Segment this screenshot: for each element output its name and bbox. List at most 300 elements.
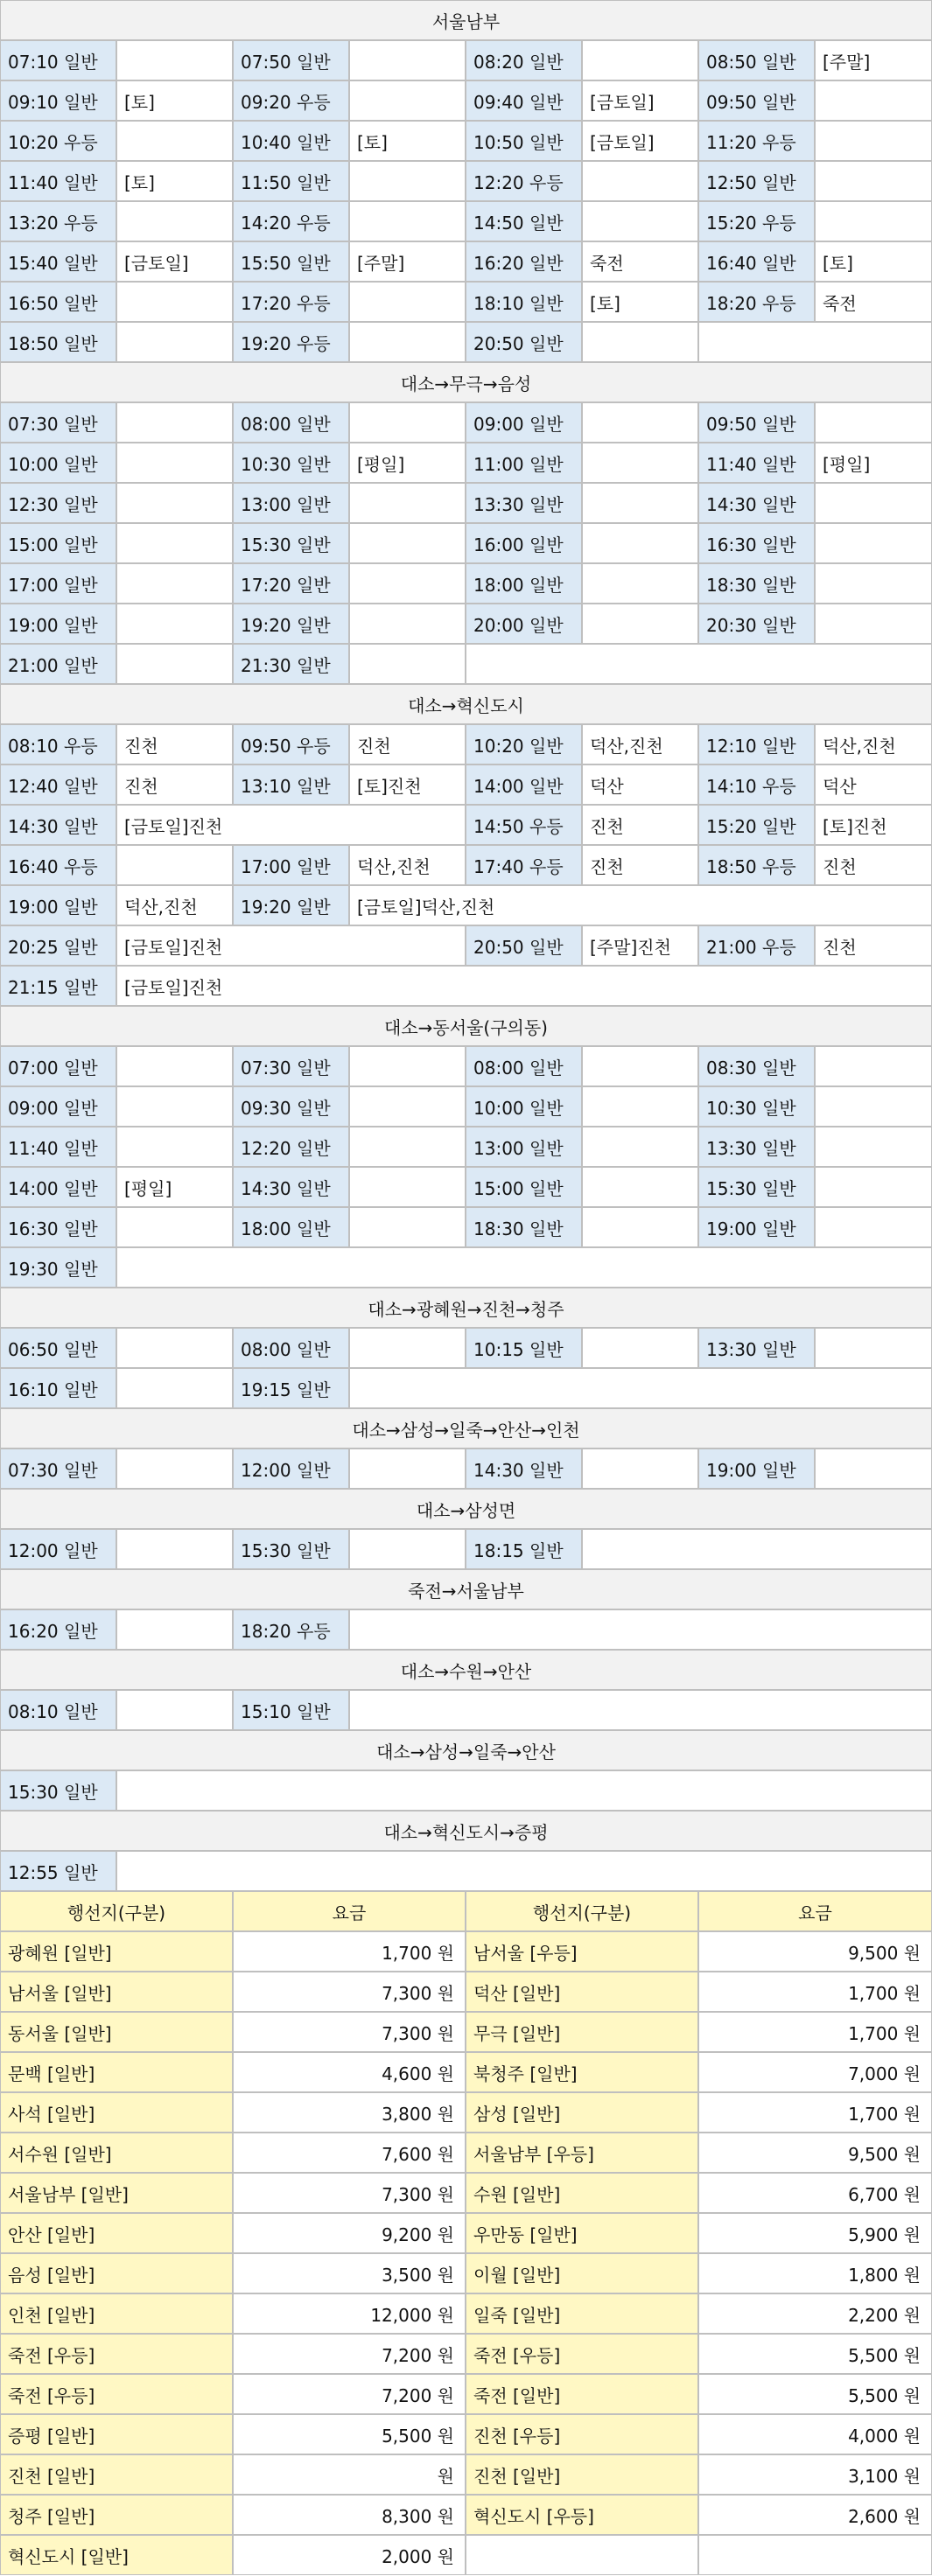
- route-note: [349, 402, 466, 443]
- departure-time: 10:30 일반: [233, 443, 349, 483]
- route-note: 진천: [815, 925, 932, 966]
- route-note: [116, 1770, 932, 1811]
- route-note: [349, 80, 466, 121]
- route-note: [349, 282, 466, 322]
- route-note: [582, 1328, 698, 1368]
- schedule-row: [0, 523, 932, 563]
- route-note: [349, 1046, 466, 1086]
- departure-time: 18:50 우등: [698, 845, 815, 885]
- route-note: [349, 1529, 466, 1569]
- departure-time: 07:30 일반: [0, 1449, 116, 1489]
- departure-time: 07:30 일반: [233, 1046, 349, 1086]
- route-note: [815, 563, 932, 604]
- departure-time: 15:10 일반: [233, 1690, 349, 1730]
- departure-time: 16:20 일반: [0, 1609, 116, 1650]
- departure-time: 15:00 일반: [0, 523, 116, 563]
- departure-time: 09:00 일반: [0, 1086, 116, 1127]
- schedule-row: [0, 885, 932, 925]
- departure-time: 11:40 일반: [0, 161, 116, 201]
- route-note: 진천: [582, 805, 698, 845]
- fare-table-header: [0, 1891, 932, 1931]
- departure-time: 18:30 일반: [698, 563, 815, 604]
- departure-time: 19:20 일반: [233, 604, 349, 644]
- departure-time: 14:00 일반: [466, 764, 582, 805]
- departure-time: 09:30 일반: [233, 1086, 349, 1127]
- fare-price: 9,500 원: [698, 1931, 932, 1972]
- route-note: [582, 604, 698, 644]
- route-note: [토]: [349, 121, 466, 161]
- fare-price: 1,700 원: [698, 2092, 932, 2133]
- route-note: [582, 1529, 932, 1569]
- fare-destination: 사석 [일반]: [0, 2092, 233, 2133]
- departure-time: 12:20 우등: [466, 161, 582, 201]
- departure-time: 13:30 일반: [698, 1127, 815, 1167]
- fare-price: 5,500 원: [698, 2374, 932, 2414]
- route-note: [815, 1127, 932, 1167]
- route-note: [582, 1127, 698, 1167]
- departure-time: 07:00 일반: [0, 1046, 116, 1086]
- route-note: 진천: [116, 764, 233, 805]
- route-note: [토]: [815, 241, 932, 282]
- departure-time: 16:40 일반: [698, 241, 815, 282]
- departure-time: 12:00 일반: [233, 1449, 349, 1489]
- section-title: 대소→삼성→일죽→안산: [0, 1730, 932, 1770]
- fare-destination: [466, 2535, 698, 2575]
- fare-destination: 진천 [우등]: [466, 2414, 698, 2454]
- route-note: [토]진천: [349, 764, 466, 805]
- schedule-row: [0, 80, 932, 121]
- route-note: [116, 1046, 233, 1086]
- fare-price: 7,000 원: [698, 2052, 932, 2092]
- fare-price: 2,600 원: [698, 2495, 932, 2535]
- route-note: [815, 483, 932, 523]
- fare-row: [0, 2052, 932, 2092]
- route-note: [349, 604, 466, 644]
- route-note: [815, 80, 932, 121]
- schedule-row: [0, 644, 932, 684]
- schedule-row: [0, 1529, 932, 1569]
- fare-price: 2,200 원: [698, 2293, 932, 2334]
- section-title: 서울남부: [0, 0, 932, 40]
- departure-time: 10:20 일반: [466, 724, 582, 764]
- fare-destination: 청주 [일반]: [0, 2495, 233, 2535]
- departure-time: 21:00 일반: [0, 644, 116, 684]
- route-note: [349, 1368, 932, 1408]
- fare-price: 3,100 원: [698, 2454, 932, 2495]
- route-note: [582, 201, 698, 241]
- departure-time: 08:00 일반: [233, 402, 349, 443]
- departure-time: 21:30 일반: [233, 644, 349, 684]
- departure-time: 14:10 우등: [698, 764, 815, 805]
- fare-destination: 죽전 [우등]: [0, 2334, 233, 2374]
- departure-time: 13:30 일반: [466, 483, 582, 523]
- fare-row: [0, 2092, 932, 2133]
- fare-row: [0, 2253, 932, 2293]
- fare-destination: 서울남부 [우등]: [466, 2133, 698, 2173]
- fare-price: 9,200 원: [233, 2213, 466, 2253]
- route-note: [582, 161, 698, 201]
- route-note: [116, 40, 233, 80]
- route-note: 진천: [582, 845, 698, 885]
- fare-destination: 북청주 [일반]: [466, 2052, 698, 2092]
- fare-price: 7,600 원: [233, 2133, 466, 2173]
- departure-time: 09:20 우등: [233, 80, 349, 121]
- route-note: 덕산: [582, 764, 698, 805]
- fare-price: 1,800 원: [698, 2253, 932, 2293]
- route-note: [582, 1449, 698, 1489]
- schedule-row: [0, 1086, 932, 1127]
- schedule-row: [0, 604, 932, 644]
- fare-destination: 남서울 [일반]: [0, 1972, 233, 2012]
- fare-price: [698, 2535, 932, 2575]
- departure-time: 14:30 일반: [233, 1167, 349, 1207]
- departure-time: 08:10 우등: [0, 724, 116, 764]
- route-note: 진천: [116, 724, 233, 764]
- route-note: [815, 161, 932, 201]
- fare-price: 7,300 원: [233, 1972, 466, 2012]
- departure-time: 17:40 우등: [466, 845, 582, 885]
- route-note: [582, 1086, 698, 1127]
- departure-time: 18:20 우등: [698, 282, 815, 322]
- route-note: [금토일]진천: [116, 805, 466, 845]
- departure-time: 09:50 우등: [233, 724, 349, 764]
- fare-destination: 진천 [일반]: [0, 2454, 233, 2495]
- fare-row: [0, 2495, 932, 2535]
- departure-time: 20:25 일반: [0, 925, 116, 966]
- route-note: [116, 322, 233, 362]
- departure-time: 10:20 우등: [0, 121, 116, 161]
- route-note: [582, 402, 698, 443]
- departure-time: 14:50 우등: [466, 805, 582, 845]
- empty-cell: [466, 644, 932, 684]
- route-note: [349, 1167, 466, 1207]
- route-note: [582, 483, 698, 523]
- departure-time: 19:20 일반: [233, 885, 349, 925]
- route-note: [815, 523, 932, 563]
- fare-destination-header: 행선지(구분): [0, 1891, 233, 1931]
- route-note: [토]: [116, 161, 233, 201]
- route-note: 죽전: [815, 282, 932, 322]
- schedule-row: [0, 1328, 932, 1368]
- fare-row: [0, 2173, 932, 2213]
- fare-destination: 안산 [일반]: [0, 2213, 233, 2253]
- departure-time: 17:20 일반: [233, 563, 349, 604]
- departure-time: 16:20 일반: [466, 241, 582, 282]
- fare-destination: 광혜원 [일반]: [0, 1931, 233, 1972]
- departure-time: 19:00 일반: [698, 1449, 815, 1489]
- fare-destination: 덕산 [일반]: [466, 1972, 698, 2012]
- schedule-row: [0, 322, 932, 362]
- schedule-row: [0, 966, 932, 1006]
- route-note: [116, 483, 233, 523]
- route-note: [815, 1207, 932, 1247]
- schedule-row: [0, 241, 932, 282]
- schedule-row: [0, 121, 932, 161]
- route-note: [116, 201, 233, 241]
- route-note: [116, 1127, 233, 1167]
- fare-price: 7,300 원: [233, 2173, 466, 2213]
- route-note: 죽전: [582, 241, 698, 282]
- section-title: 대소→동서울(구의동): [0, 1006, 932, 1046]
- route-note: [582, 322, 698, 362]
- fare-destination: 죽전 [우등]: [466, 2334, 698, 2374]
- fare-destination-header: 행선지(구분): [466, 1891, 698, 1931]
- route-note: [116, 1086, 233, 1127]
- schedule-row: [0, 1690, 932, 1730]
- departure-time: 09:10 일반: [0, 80, 116, 121]
- route-note: [349, 1449, 466, 1489]
- schedule-row: [0, 1207, 932, 1247]
- fare-price: 3,500 원: [233, 2253, 466, 2293]
- fare-row: [0, 2293, 932, 2334]
- departure-time: 07:10 일반: [0, 40, 116, 80]
- departure-time: 10:15 일반: [466, 1328, 582, 1368]
- route-note: [토]: [116, 80, 233, 121]
- departure-time: 13:00 일반: [233, 483, 349, 523]
- route-note: [349, 523, 466, 563]
- departure-time: 08:00 일반: [233, 1328, 349, 1368]
- departure-time: 19:30 일반: [0, 1247, 116, 1288]
- route-note: [116, 1449, 233, 1489]
- departure-time: 12:30 일반: [0, 483, 116, 523]
- fare-price: 4,000 원: [698, 2414, 932, 2454]
- fare-destination: 삼성 [일반]: [466, 2092, 698, 2133]
- route-note: [116, 1207, 233, 1247]
- route-note: [349, 1086, 466, 1127]
- schedule-row: [0, 764, 932, 805]
- route-note: [116, 1247, 932, 1288]
- departure-time: 11:40 일반: [698, 443, 815, 483]
- departure-time: 14:50 일반: [466, 201, 582, 241]
- departure-time: 19:20 우등: [233, 322, 349, 362]
- route-note: [349, 1207, 466, 1247]
- schedule-row: [0, 805, 932, 845]
- route-note: 진천: [815, 845, 932, 885]
- departure-time: 08:10 일반: [0, 1690, 116, 1730]
- route-note: [116, 1529, 233, 1569]
- fare-price: 5,500 원: [233, 2414, 466, 2454]
- fare-destination: 혁신도시 [일반]: [0, 2535, 233, 2575]
- route-note: [349, 483, 466, 523]
- departure-time: 15:30 일반: [698, 1167, 815, 1207]
- departure-time: 08:50 일반: [698, 40, 815, 80]
- route-note: [116, 1368, 233, 1408]
- fare-row: [0, 2133, 932, 2173]
- fare-row: [0, 1972, 932, 2012]
- departure-time: 07:30 일반: [0, 402, 116, 443]
- fare-destination: 이월 [일반]: [466, 2253, 698, 2293]
- schedule-row: [0, 563, 932, 604]
- fare-row: [0, 2454, 932, 2495]
- route-note: [349, 1609, 932, 1650]
- departure-time: 10:30 일반: [698, 1086, 815, 1127]
- departure-time: 15:30 일반: [0, 1770, 116, 1811]
- departure-time: 20:50 일반: [466, 925, 582, 966]
- route-note: [116, 604, 233, 644]
- section-title: 대소→혁신도시→증평: [0, 1811, 932, 1851]
- fare-price: 7,200 원: [233, 2334, 466, 2374]
- route-note: [349, 201, 466, 241]
- fare-price: 2,000 원: [233, 2535, 466, 2575]
- departure-time: 21:15 일반: [0, 966, 116, 1006]
- schedule-row: [0, 161, 932, 201]
- section-title: 대소→삼성면: [0, 1489, 932, 1529]
- fare-price-header: 요금: [698, 1891, 932, 1931]
- schedule-row: [0, 845, 932, 885]
- fare-destination: 우만동 [일반]: [466, 2213, 698, 2253]
- route-note: [평일]: [815, 443, 932, 483]
- route-note: [582, 443, 698, 483]
- fare-price: 6,700 원: [698, 2173, 932, 2213]
- route-note: [평일]: [349, 443, 466, 483]
- fare-destination: 인천 [일반]: [0, 2293, 233, 2334]
- fare-price: 12,000 원: [233, 2293, 466, 2334]
- departure-time: 18:15 일반: [466, 1529, 582, 1569]
- route-note: [349, 40, 466, 80]
- route-note: [582, 563, 698, 604]
- route-note: [349, 322, 466, 362]
- fare-destination: 무극 [일반]: [466, 2012, 698, 2052]
- route-note: [815, 121, 932, 161]
- section-title: 대소→혁신도시: [0, 684, 932, 724]
- departure-time: 14:00 일반: [0, 1167, 116, 1207]
- fare-destination: 죽전 [우등]: [0, 2374, 233, 2414]
- route-note: [116, 523, 233, 563]
- departure-time: 15:20 일반: [698, 805, 815, 845]
- route-note: [116, 402, 233, 443]
- schedule-row: [0, 443, 932, 483]
- fare-destination: 혁신도시 [우등]: [466, 2495, 698, 2535]
- route-note: [116, 644, 233, 684]
- fare-destination: 수원 [일반]: [466, 2173, 698, 2213]
- departure-time: 19:00 일반: [0, 885, 116, 925]
- departure-time: 09:50 일반: [698, 402, 815, 443]
- departure-time: 20:00 일반: [466, 604, 582, 644]
- schedule-row: [0, 1046, 932, 1086]
- route-note: [582, 40, 698, 80]
- route-note: [116, 121, 233, 161]
- route-note: [815, 1086, 932, 1127]
- fare-price: 3,800 원: [233, 2092, 466, 2133]
- fare-row: [0, 1931, 932, 1972]
- departure-time: 12:00 일반: [0, 1529, 116, 1569]
- schedule-row: [0, 483, 932, 523]
- schedule-row: [0, 40, 932, 80]
- departure-time: 18:50 일반: [0, 322, 116, 362]
- fare-price: 4,600 원: [233, 2052, 466, 2092]
- fare-row: [0, 2374, 932, 2414]
- route-note: [349, 1690, 932, 1730]
- route-note: [582, 523, 698, 563]
- departure-time: 13:10 일반: [233, 764, 349, 805]
- route-note: [금토일]: [116, 241, 233, 282]
- fare-destination: 음성 [일반]: [0, 2253, 233, 2293]
- fare-price-header: 요금: [233, 1891, 466, 1931]
- empty-cell: [698, 322, 932, 362]
- route-note: [349, 1328, 466, 1368]
- departure-time: 14:20 우등: [233, 201, 349, 241]
- departure-time: 12:55 일반: [0, 1851, 116, 1891]
- departure-time: 20:30 일반: [698, 604, 815, 644]
- section-title: 대소→삼성→일죽→안산→인천: [0, 1408, 932, 1449]
- route-note: [582, 1207, 698, 1247]
- route-note: [평일]: [116, 1167, 233, 1207]
- departure-time: 15:20 우등: [698, 201, 815, 241]
- departure-time: 18:00 일반: [466, 563, 582, 604]
- departure-time: 14:30 일반: [0, 805, 116, 845]
- route-note: [116, 1609, 233, 1650]
- departure-time: 08:20 일반: [466, 40, 582, 80]
- fare-price: 1,700 원: [698, 1972, 932, 2012]
- fare-price: 1,700 원: [698, 2012, 932, 2052]
- fare-price: 1,700 원: [233, 1931, 466, 1972]
- departure-time: 19:00 일반: [698, 1207, 815, 1247]
- departure-time: 18:00 일반: [233, 1207, 349, 1247]
- route-note: [815, 1328, 932, 1368]
- route-note: 덕산,진천: [815, 724, 932, 764]
- departure-time: 08:00 일반: [466, 1046, 582, 1086]
- schedule-row: [0, 1770, 932, 1811]
- fare-price: 7,200 원: [233, 2374, 466, 2414]
- fare-row: [0, 2414, 932, 2454]
- route-note: [349, 1127, 466, 1167]
- route-note: [116, 845, 233, 885]
- departure-time: 18:20 우등: [233, 1609, 349, 1650]
- route-note: [815, 604, 932, 644]
- departure-time: 15:40 일반: [0, 241, 116, 282]
- fare-price: 7,300 원: [233, 2012, 466, 2052]
- fare-price: 9,500 원: [698, 2133, 932, 2173]
- route-note: [금토일]진천: [116, 966, 932, 1006]
- departure-time: 15:00 일반: [466, 1167, 582, 1207]
- fare-row: [0, 2012, 932, 2052]
- departure-time: 18:30 일반: [466, 1207, 582, 1247]
- route-note: [116, 443, 233, 483]
- route-note: [815, 402, 932, 443]
- route-note: [주말]: [349, 241, 466, 282]
- departure-time: 09:40 일반: [466, 80, 582, 121]
- departure-time: 15:30 일반: [233, 523, 349, 563]
- fare-price: 8,300 원: [233, 2495, 466, 2535]
- schedule-row: [0, 201, 932, 241]
- departure-time: 17:00 일반: [233, 845, 349, 885]
- fare-price: 5,500 원: [698, 2334, 932, 2374]
- route-note: [토]: [582, 282, 698, 322]
- section-title: 대소→수원→안산: [0, 1650, 932, 1690]
- route-note: [금토일]진천: [116, 925, 466, 966]
- route-note: [토]진천: [815, 805, 932, 845]
- route-note: 덕산: [815, 764, 932, 805]
- departure-time: 16:30 일반: [0, 1207, 116, 1247]
- section-title: 대소→광혜원→진천→청주: [0, 1288, 932, 1328]
- route-note: [116, 563, 233, 604]
- fare-destination: 죽전 [일반]: [466, 2374, 698, 2414]
- route-note: 진천: [349, 724, 466, 764]
- route-note: [116, 282, 233, 322]
- departure-time: 13:30 일반: [698, 1328, 815, 1368]
- departure-time: 16:40 우등: [0, 845, 116, 885]
- fare-destination: 진천 [일반]: [466, 2454, 698, 2495]
- departure-time: 18:10 일반: [466, 282, 582, 322]
- departure-time: 12:10 일반: [698, 724, 815, 764]
- route-note: [582, 1167, 698, 1207]
- route-note: 덕산,진천: [349, 845, 466, 885]
- departure-time: 10:00 일반: [466, 1086, 582, 1127]
- fare-destination: 문백 [일반]: [0, 2052, 233, 2092]
- fare-row: [0, 2535, 932, 2575]
- route-note: [349, 563, 466, 604]
- departure-time: 15:30 일반: [233, 1529, 349, 1569]
